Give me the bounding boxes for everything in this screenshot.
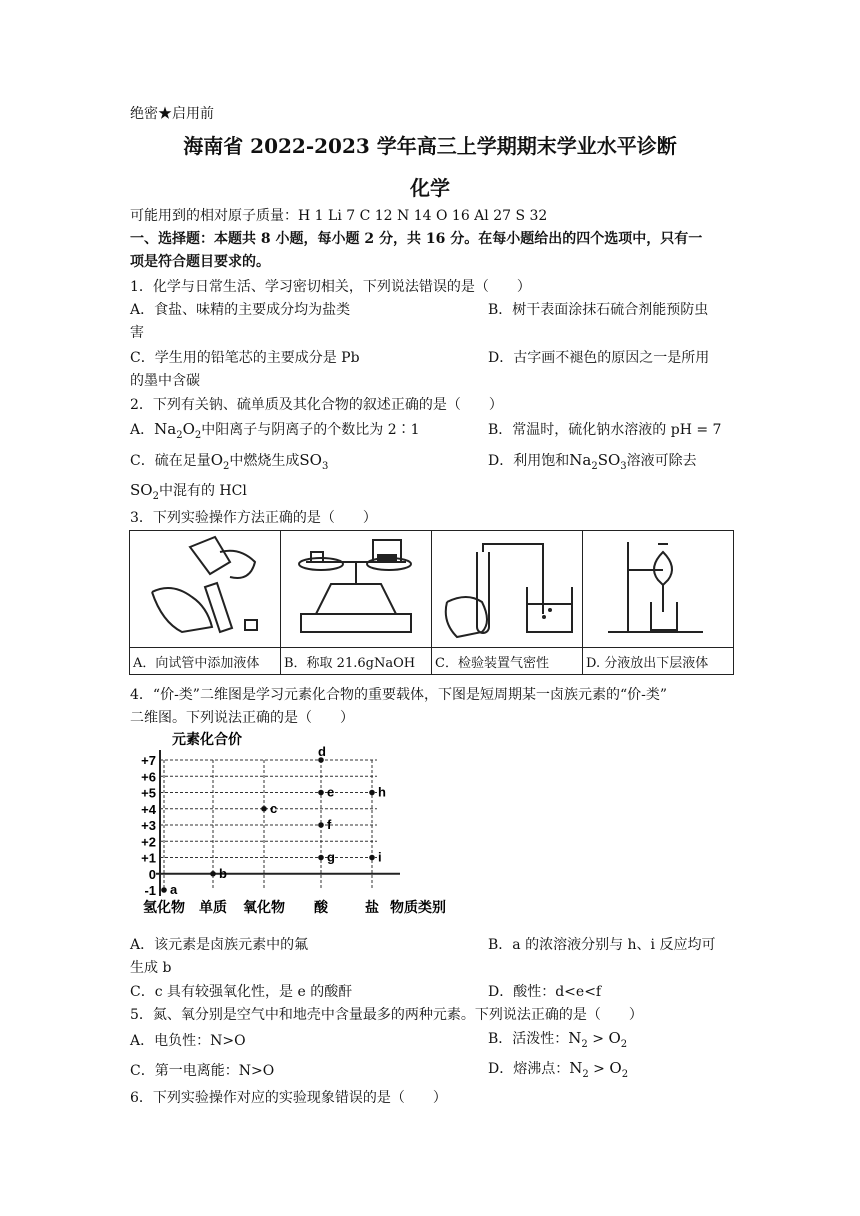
chart-point <box>318 822 324 828</box>
exam-title: 海南省 2022-2023 学年高三上学期期末学业水平诊断 <box>183 134 677 158</box>
chart-x-tick-label: 氢化物 <box>143 899 185 915</box>
valence-class-chart <box>128 730 458 925</box>
chart-x-axis-label: 物质类别 <box>390 899 446 915</box>
chart-point <box>369 790 375 796</box>
chart-y-tick-label: -1 <box>144 883 156 898</box>
chart-y-tick-label: +6 <box>141 769 156 785</box>
experiment-d-image <box>583 531 734 648</box>
q2-option-d-wrap: $SO_2$中混有的 HCl <box>130 481 247 502</box>
q1-option-a: A．食盐、味精的主要成分均为盐类 <box>130 302 351 318</box>
experiment-caption-a: A．向试管中添加液体 <box>130 648 281 675</box>
secret-label: 绝密★启用前 <box>130 106 214 122</box>
chart-point-label: b <box>219 865 227 881</box>
q1-option-d: D．古字画不褪色的原因之一是所用 <box>488 350 710 366</box>
q4-option-b-wrap: 生成 b <box>130 960 172 976</box>
q2-option-b: B．常温时，硫化钠水溶液的 pH = 7 <box>488 422 722 438</box>
chart-point <box>369 855 375 861</box>
chart-x-tick-label: 氧化物 <box>243 899 285 915</box>
chart-point-label: e <box>327 784 335 800</box>
experiment-table <box>129 530 734 675</box>
q4-option-d: D．酸性：d<e<f <box>488 984 602 1000</box>
chart-y-tick-label: +7 <box>141 753 156 768</box>
chart-y-tick-label: +4 <box>141 801 156 817</box>
experiment-b-image <box>281 531 432 648</box>
chart-x-tick-label: 单质 <box>199 899 227 915</box>
section-heading-line2: 项是符合题目要求的。 <box>130 254 270 270</box>
chart-y-tick-label: 0 <box>148 866 156 882</box>
chart-y-axis-label: 元素化合价 <box>172 731 242 747</box>
q1-stem: 1．化学与日常生活、学习密切相关，下列说法错误的是（ ） <box>130 279 531 295</box>
q4-stem-line2: 二维图。下列说法正确的是（ ） <box>130 710 354 726</box>
chart-point-label: c <box>270 800 278 816</box>
subject-title: 化学 <box>410 176 450 200</box>
chart-y-tick-label: +5 <box>141 785 156 801</box>
q5-option-a: A．电负性：N>O <box>130 1033 246 1049</box>
q2-option-c: C．硫在足量$O_2$中燃烧生成$SO_3$ <box>130 451 329 472</box>
q1-option-c: C．学生用的铅笔芯的主要成分是 Pb <box>130 350 360 366</box>
q6-stem: 6．下列实验操作对应的实验现象错误的是（ ） <box>130 1090 447 1106</box>
chart-point <box>261 806 267 812</box>
section-heading-line1: 一、选择题：本题共 8 小题，每小题 2 分，共 16 分。在每小题给出的四个选项中，只有一 <box>130 231 703 247</box>
q2-option-d: D．利用饱和$Na_2SO_3$溶液可除去 <box>488 451 697 472</box>
chart-point-label: d <box>318 744 326 759</box>
chart-point <box>318 790 324 796</box>
chart-x-tick-label: 盐 <box>365 899 379 915</box>
experiment-c-image <box>432 531 583 648</box>
chart-x-tick-label: 酸 <box>314 899 328 915</box>
q2-stem: 2．下列有关钠、硫单质及其化合物的叙述正确的是（ ） <box>130 397 503 413</box>
chart-point-label: a <box>170 882 178 897</box>
q1-option-d-wrap: 的墨中含碳 <box>130 373 200 389</box>
chart-point <box>318 855 324 861</box>
q1-option-b-wrap: 害 <box>130 325 144 341</box>
q1-option-b: B．树干表面涂抹石硫合剂能预防虫 <box>488 302 709 318</box>
experiment-caption-b: B．称取 21.6gNaOH <box>281 648 432 675</box>
q4-stem-line1: 4．“价-类”二维图是学习元素化合物的重要载体，下图是短周期某一卤族元素的“价-类” <box>130 687 667 703</box>
chart-y-tick-label: +2 <box>141 834 156 850</box>
chart-point-label: f <box>327 817 332 832</box>
q5-option-d: D．熔沸点：$N_2 > O_2$ <box>488 1059 629 1080</box>
q4-option-b: B．a 的浓溶液分别与 h、i 反应均可 <box>488 937 716 953</box>
chart-point <box>161 887 167 893</box>
experiment-caption-c: C．检验装置气密性 <box>432 648 583 675</box>
chart-y-tick-label: +1 <box>141 850 156 866</box>
chart-point-label: g <box>327 849 335 865</box>
q5-stem: 5．氮、氧分别是空气中和地壳中含量最多的两种元素。下列说法正确的是（ ） <box>130 1007 643 1023</box>
chart-point-label: h <box>378 784 386 800</box>
q4-option-c: C．c 具有较强氧化性，是 e 的酸酐 <box>130 984 353 1000</box>
chart-point <box>210 871 216 877</box>
q5-option-b: B．活泼性：$N_2 > O_2$ <box>488 1029 628 1050</box>
q2-option-a: A．$Na_2O_2$中阳离子与阴离子的个数比为 2∶1 <box>130 420 420 441</box>
q4-option-a: A．该元素是卤族元素中的氟 <box>130 937 309 953</box>
experiment-caption-d: D. 分液放出下层液体 <box>583 648 734 675</box>
chart-y-tick-label: +3 <box>141 818 156 833</box>
q5-option-c: C．第一电离能：N>O <box>130 1063 275 1079</box>
chart-point-label: i <box>378 849 382 865</box>
experiment-a-image <box>130 531 281 648</box>
atomic-masses: 可能用到的相对原子质量：H 1 Li 7 C 12 N 14 O 16 Al 27 S 32 <box>130 208 548 224</box>
q3-stem: 3．下列实验操作方法正确的是（ ） <box>130 510 377 526</box>
